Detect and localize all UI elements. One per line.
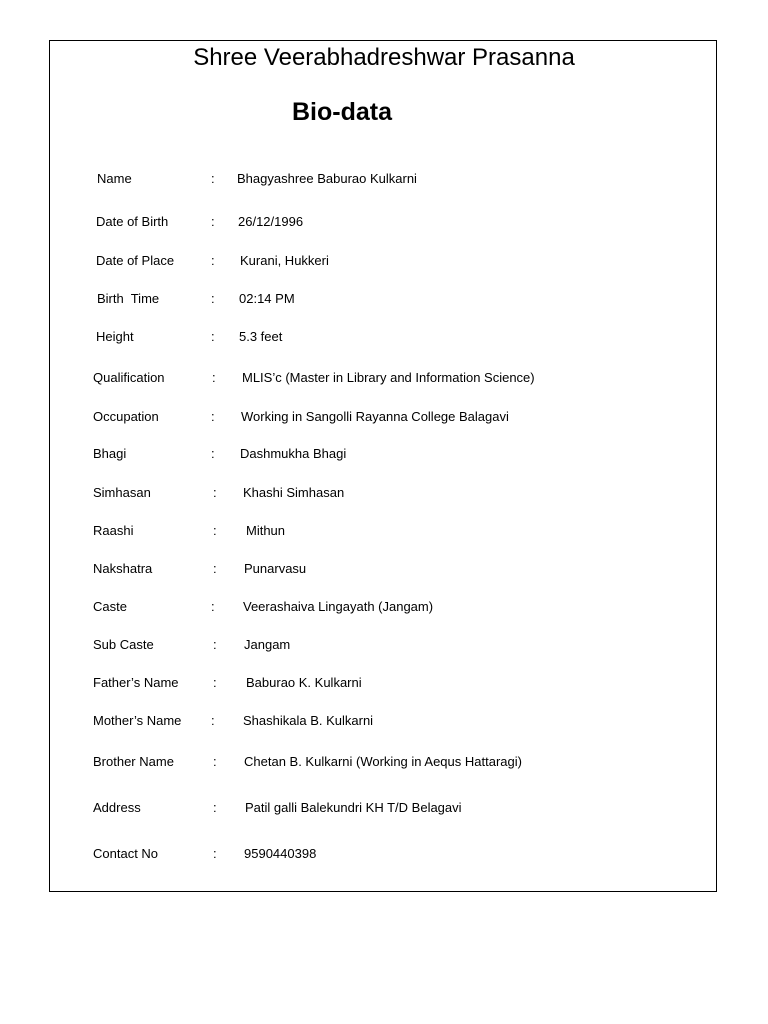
field-label: Date of Birth [96, 214, 169, 229]
field-separator: : [211, 713, 215, 728]
field-row-date-of-place [0, 250, 768, 272]
field-label: Father’s Name [93, 675, 179, 690]
field-label: Contact No [93, 846, 159, 861]
field-separator: : [213, 675, 217, 690]
field-separator: : [212, 370, 216, 385]
field-value: Jangam [244, 637, 291, 652]
field-separator: : [213, 637, 217, 652]
field-value: Chetan B. Kulkarni (Working in Aequs Hattaragi) [244, 754, 522, 769]
field-label: Brother Name [93, 754, 174, 769]
field-value: Working in Sangolli Rayanna College Balagavi [241, 409, 509, 424]
field-row-birth-time [0, 288, 768, 310]
field-row-height [0, 326, 768, 348]
field-label: Qualification [93, 370, 165, 385]
field-separator: : [213, 561, 217, 576]
document-subtitle: Bio-data [292, 98, 392, 126]
field-separator: : [211, 171, 215, 186]
field-separator: : [211, 214, 215, 229]
field-value: MLIS’c (Master in Library and Information Science) [242, 370, 535, 385]
field-separator: : [213, 485, 217, 500]
field-row-name [0, 168, 768, 190]
field-separator: : [211, 599, 215, 614]
field-row-sub-caste [0, 634, 768, 656]
field-label: Sub Caste [93, 637, 154, 652]
field-row-bhagi [0, 443, 768, 465]
field-value: Mithun [246, 523, 286, 538]
field-value: Shashikala B. Kulkarni [243, 713, 374, 728]
field-label: Birth Time [97, 291, 160, 306]
field-label: Height [96, 329, 134, 344]
field-label: Raashi [93, 523, 134, 538]
field-label: Bhagi [93, 446, 127, 461]
field-row-date-of-birth [0, 211, 768, 233]
field-label: Caste [93, 599, 127, 614]
field-separator: : [211, 409, 215, 424]
field-row-occupation [0, 406, 768, 428]
field-separator: : [211, 329, 215, 344]
field-row-address [0, 797, 768, 819]
field-value: Patil galli Balekundri KH T/D Belagavi [245, 800, 462, 815]
field-row-mothers-name [0, 710, 768, 732]
field-label: Mother’s Name [93, 713, 182, 728]
field-value: 26/12/1996 [238, 214, 304, 229]
field-label: Address [93, 800, 141, 815]
field-value: 5.3 feet [239, 329, 283, 344]
field-value: 02:14 PM [239, 291, 295, 306]
field-label: Name [97, 171, 132, 186]
field-row-fathers-name [0, 672, 768, 694]
document-title: Shree Veerabhadreshwar Prasanna [193, 44, 575, 71]
field-value: Baburao K. Kulkarni [246, 675, 362, 690]
field-row-caste [0, 596, 768, 618]
field-row-simhasan [0, 482, 768, 504]
field-value: Dashmukha Bhagi [240, 446, 347, 461]
field-value: Punarvasu [244, 561, 307, 576]
field-separator: : [213, 846, 217, 861]
field-separator: : [211, 253, 215, 268]
field-separator: : [213, 754, 217, 769]
field-label: Simhasan [93, 485, 151, 500]
field-separator: : [211, 446, 215, 461]
field-row-raashi [0, 520, 768, 542]
field-row-qualification [0, 367, 768, 389]
field-separator: : [213, 523, 217, 538]
field-value: Khashi Simhasan [243, 485, 345, 500]
field-row-brother-name [0, 751, 768, 773]
field-label: Nakshatra [93, 561, 153, 576]
field-value: 9590440398 [244, 846, 317, 861]
field-label: Occupation [93, 409, 159, 424]
field-separator: : [213, 800, 217, 815]
field-value: Bhagyashree Baburao Kulkarni [237, 171, 417, 186]
field-separator: : [211, 291, 215, 306]
field-row-contact-no [0, 843, 768, 865]
field-label: Date of Place [96, 253, 175, 268]
field-value: Veerashaiva Lingayath (Jangam) [243, 599, 434, 614]
field-value: Kurani, Hukkeri [240, 253, 329, 268]
field-row-nakshatra [0, 558, 768, 580]
